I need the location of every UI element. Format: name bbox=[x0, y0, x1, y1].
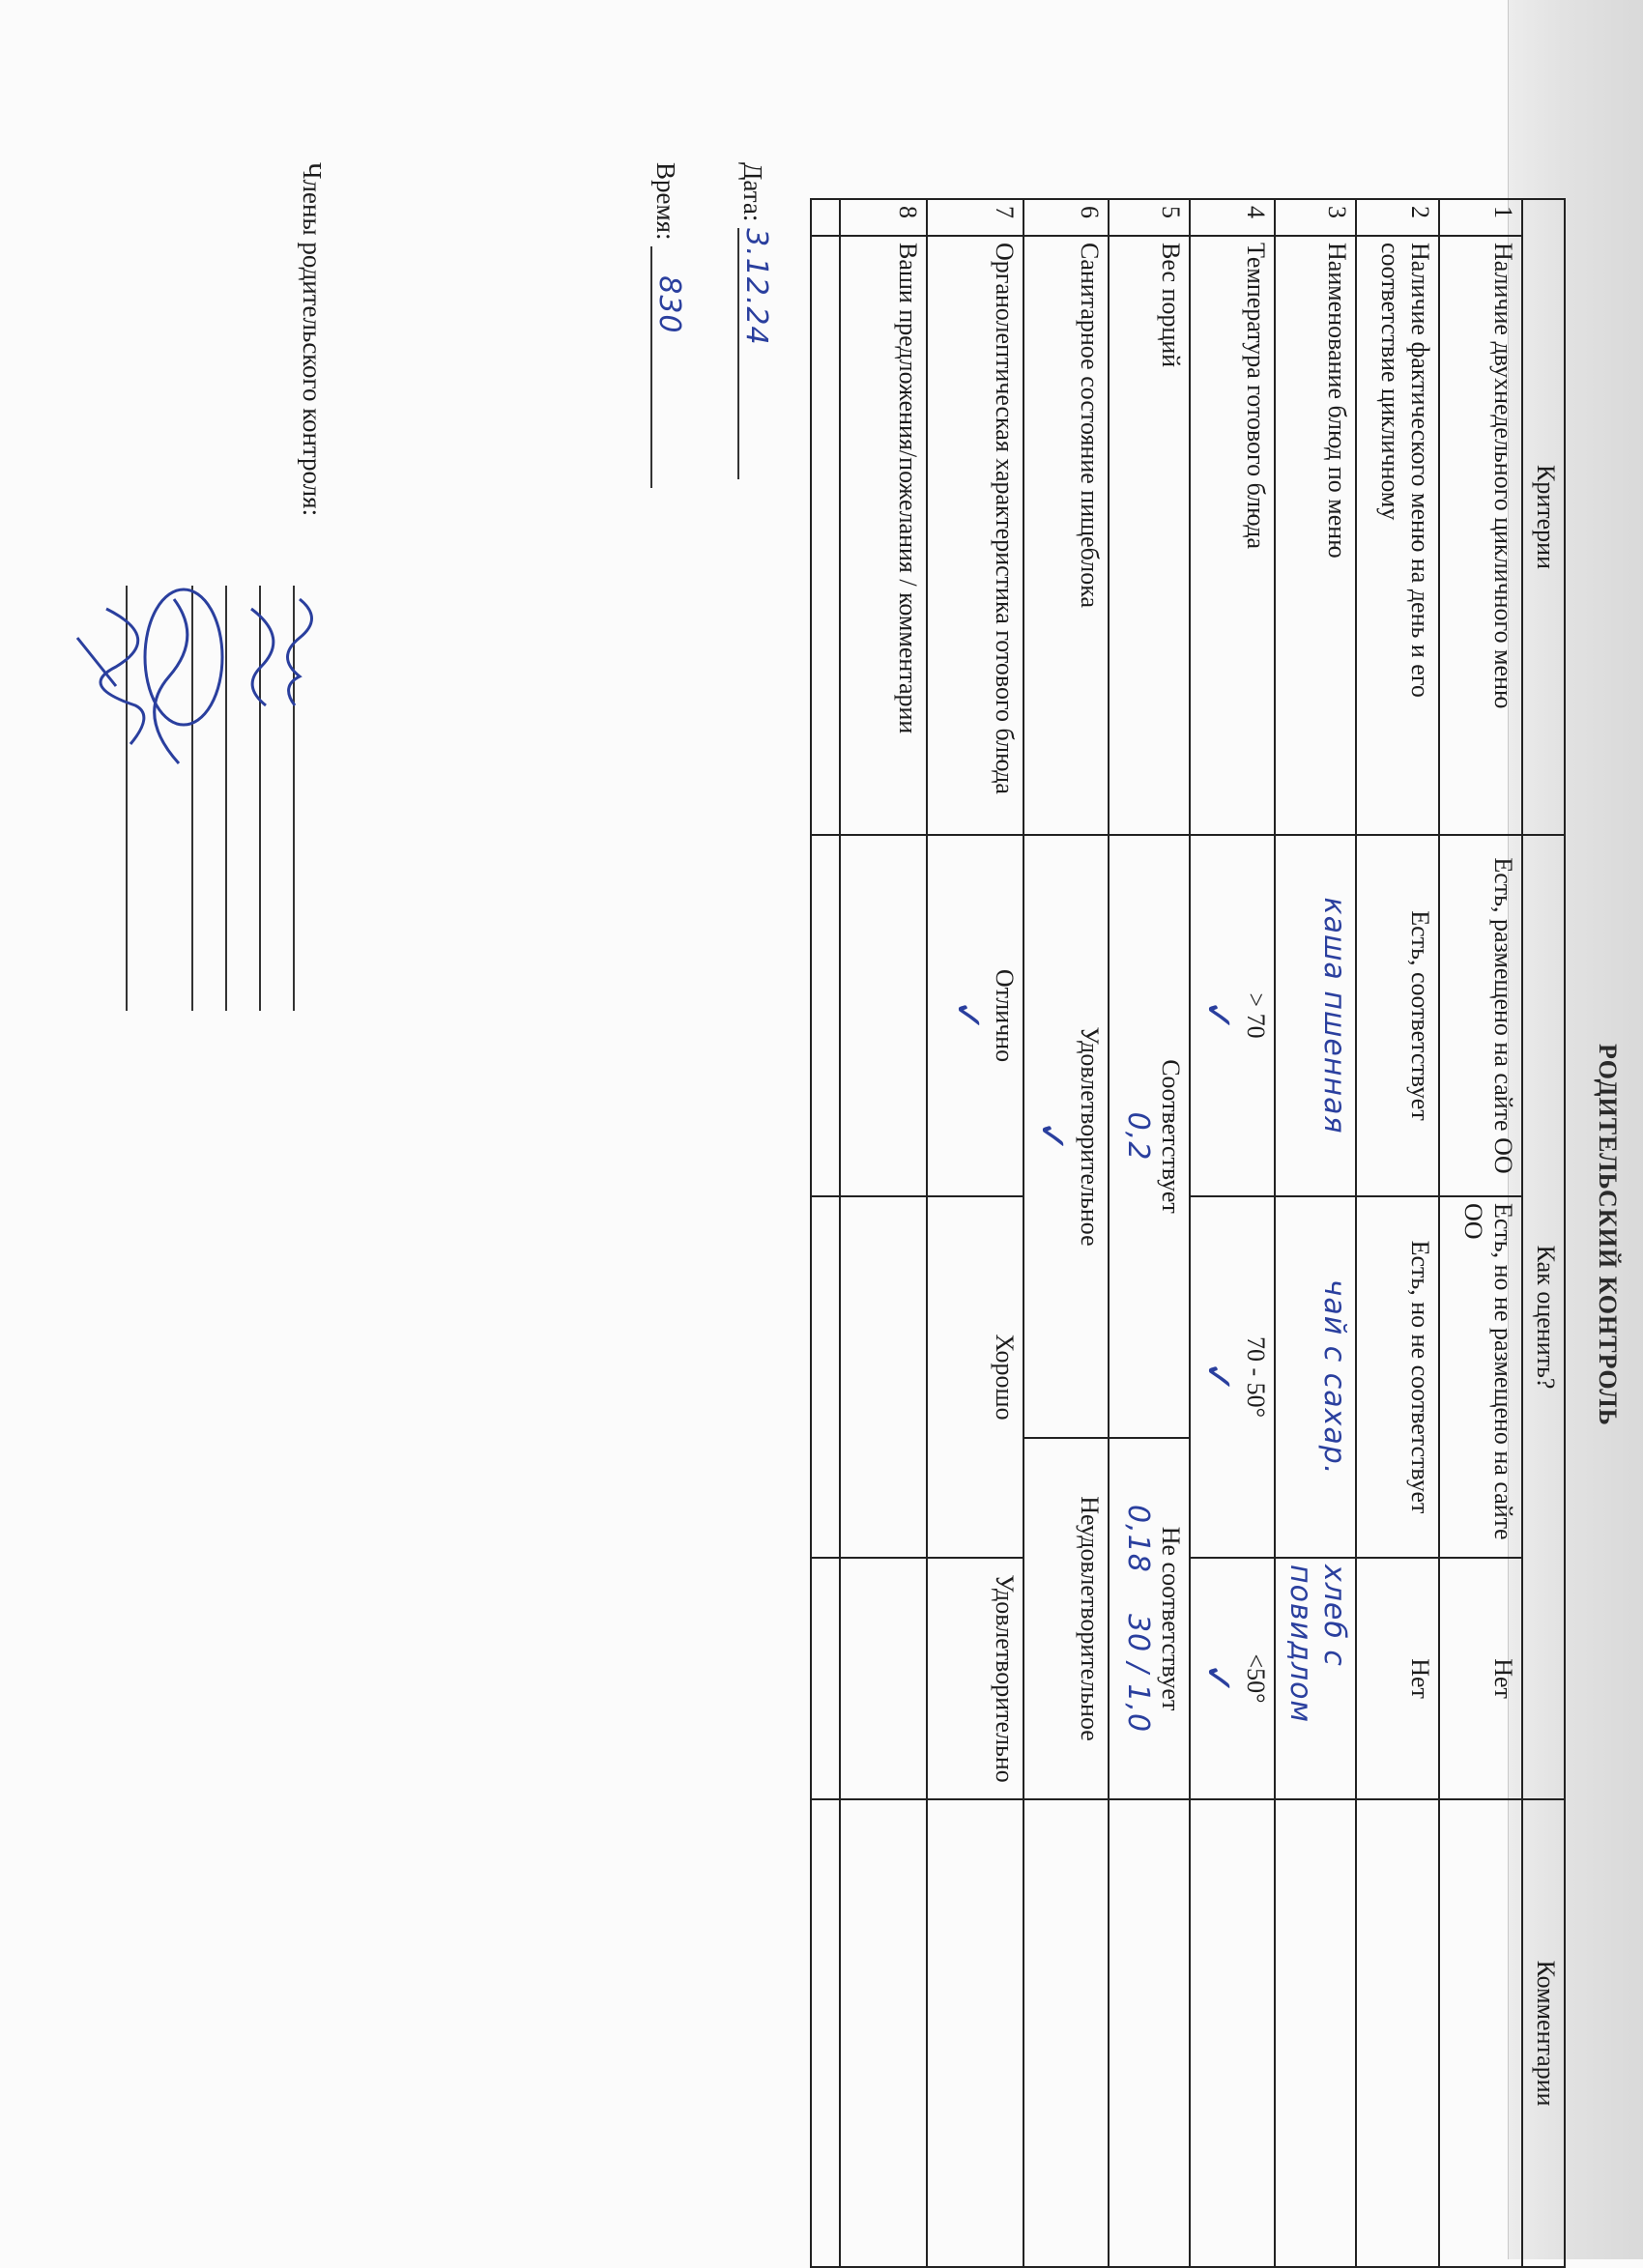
members-field bbox=[297, 162, 327, 516]
response-cell bbox=[840, 1558, 927, 1799]
comment-cell bbox=[840, 1799, 927, 2267]
control-table bbox=[810, 198, 1566, 2268]
option-cell bbox=[1190, 835, 1275, 1196]
table-row bbox=[927, 199, 1023, 2267]
header-criteria: Критерии bbox=[1522, 199, 1565, 835]
row-number: 7 bbox=[927, 199, 1023, 236]
table-row bbox=[1023, 199, 1109, 2267]
option-cell bbox=[1023, 835, 1109, 1438]
criterion-text: Вес порций bbox=[1109, 236, 1190, 835]
comment-cell bbox=[1190, 1799, 1275, 2267]
handwritten-text: хлеб с повидлом bbox=[1283, 1565, 1351, 1724]
option-cell bbox=[927, 835, 1023, 1196]
option-label: > 70 bbox=[1242, 992, 1270, 1039]
time-field bbox=[650, 162, 686, 488]
handwritten-text: 0,2 bbox=[1121, 1111, 1156, 1162]
option-cell: Нет bbox=[1439, 1558, 1522, 1799]
row-number: 5 bbox=[1109, 199, 1190, 236]
row-number: 4 bbox=[1190, 199, 1275, 236]
handwritten-entry bbox=[1275, 1558, 1356, 1799]
checkmark-icon: ✓ bbox=[1196, 1361, 1241, 1393]
option-label: <50° bbox=[1242, 1653, 1270, 1704]
criterion-text: Наименование блюд по меню bbox=[1275, 236, 1356, 835]
table-row bbox=[1109, 199, 1190, 2267]
handwritten-entry bbox=[1275, 1196, 1356, 1558]
option-cell: Хорошо bbox=[927, 1196, 1023, 1558]
header-comments: Комментарии bbox=[1522, 1799, 1565, 2267]
option-label: Не соответствует bbox=[1157, 1526, 1186, 1711]
time-label: Время: bbox=[651, 162, 680, 241]
response-cell bbox=[840, 835, 927, 1196]
table-row bbox=[840, 199, 927, 2267]
row-number: 1 bbox=[1439, 199, 1522, 236]
header-how-to-rate: Как оценить? bbox=[1522, 835, 1565, 1799]
option-cell: Есть, но не соответствует bbox=[1356, 1196, 1439, 1558]
comment-cell bbox=[1356, 1799, 1439, 2267]
option-label: Соответствует bbox=[1157, 1059, 1186, 1214]
option-cell: Есть, размещено на сайте ОО bbox=[1439, 835, 1522, 1196]
option-cell bbox=[1109, 1438, 1190, 1799]
option-label: Отлично bbox=[991, 968, 1020, 1063]
date-value: 3.12.24 bbox=[739, 228, 773, 346]
criterion-text: Ваши предложения/пожелания / комментарии bbox=[840, 236, 927, 835]
table-row bbox=[1439, 199, 1522, 2267]
option-cell: Есть, но не размещено на сайте ОО bbox=[1439, 1196, 1522, 1558]
option-label: Удовлетворительное bbox=[1076, 1026, 1105, 1247]
date-label: Дата: bbox=[738, 162, 767, 222]
comment-cell bbox=[1275, 1799, 1356, 2267]
criterion-text: Температура готового блюда bbox=[1190, 236, 1275, 835]
time-value: 830 bbox=[652, 275, 686, 334]
option-cell: Удовлетворительно bbox=[927, 1558, 1023, 1799]
comment-cell bbox=[1023, 1799, 1109, 2267]
checkmark-icon: ✓ bbox=[1196, 1662, 1241, 1695]
table-row bbox=[1275, 199, 1356, 2267]
row-number: 3 bbox=[1275, 199, 1356, 236]
date-field bbox=[737, 162, 773, 479]
option-cell: Нет bbox=[1356, 1558, 1439, 1799]
criterion-text: Наличие двухнедельного цикличного меню bbox=[1439, 236, 1522, 835]
table-row-empty bbox=[811, 199, 840, 2267]
table-header-row bbox=[1522, 199, 1565, 2267]
comment-cell bbox=[927, 1799, 1023, 2267]
option-cell bbox=[1190, 1558, 1275, 1799]
option-cell bbox=[1109, 835, 1190, 1438]
row-number: 8 bbox=[840, 199, 927, 236]
handwritten-entry bbox=[1275, 835, 1356, 1196]
criterion-text: Санитарное состояние пищеблока bbox=[1023, 236, 1109, 835]
option-label: 70 - 50° bbox=[1242, 1335, 1270, 1419]
signature-scribble bbox=[48, 580, 338, 802]
table-row bbox=[1356, 199, 1439, 2267]
criterion-text: Наличие фактического меню на день и его соответствие цикличному bbox=[1356, 236, 1439, 835]
page-title: РОДИТЕЛЬСКИЙ КОНТРОЛЬ bbox=[1594, 1044, 1622, 1426]
option-cell bbox=[1190, 1196, 1275, 1558]
checkmark-icon: ✓ bbox=[944, 999, 990, 1032]
row-number: 6 bbox=[1023, 199, 1109, 236]
table-row bbox=[1190, 199, 1275, 2267]
criterion-text: Органолептическая характеристика готового блюда bbox=[927, 236, 1023, 835]
comment-cell bbox=[1439, 1799, 1522, 2267]
handwritten-text: каша пшенная bbox=[1317, 897, 1351, 1134]
handwritten-text: 0,18 30 / 1,0 bbox=[1121, 1505, 1156, 1734]
option-cell: Неудовлетворительное bbox=[1023, 1438, 1109, 1799]
response-cell bbox=[840, 1196, 927, 1558]
members-label: Члены родительского контроля: bbox=[298, 162, 327, 517]
checkmark-icon: ✓ bbox=[1029, 1120, 1075, 1153]
handwritten-text: чай с сахар. bbox=[1317, 1278, 1351, 1476]
option-cell: Есть, соответствует bbox=[1356, 835, 1439, 1196]
checkmark-icon: ✓ bbox=[1196, 999, 1241, 1032]
row-number: 2 bbox=[1356, 199, 1439, 236]
comment-cell bbox=[1109, 1799, 1190, 2267]
